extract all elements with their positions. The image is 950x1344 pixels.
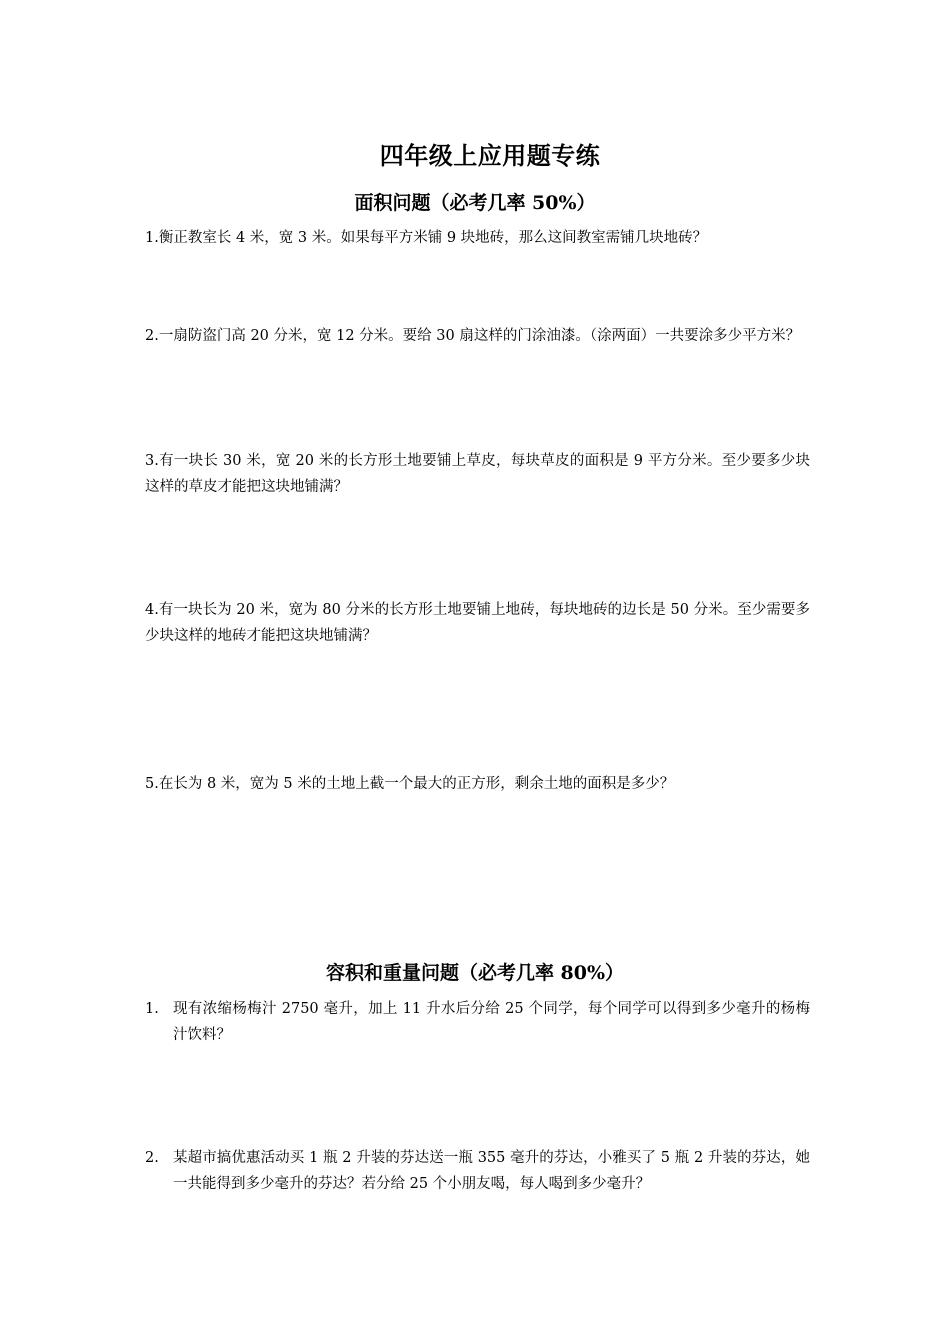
section-heading-volume-weight: 容积和重量问题（必考几率 80%） bbox=[325, 962, 625, 984]
question-number: 1. bbox=[145, 1001, 159, 1017]
question-volume-1 bbox=[145, 996, 810, 1048]
section-heading-area: 面积问题（必考几率 50%） bbox=[354, 192, 596, 214]
question-text: 某超市搞优惠活动买 1 瓶 2 升装的芬达送一瓶 355 毫升的芬达，小雅买了 5 瓶 2 升装的芬达，她一共能得到多少毫升的芬达？若分给 25 个小朋友喝，每人喝到多少毫升？ bbox=[173, 1150, 810, 1192]
question-area-4: 4.有一块长为 20 米，宽为 80 分米的长方形土地要铺上地砖，每块地砖的边长是 50 分米。至少需要多少块这样的地砖才能把这块地铺满？ bbox=[145, 602, 810, 644]
question-volume-2 bbox=[145, 1145, 810, 1197]
question-text: 现有浓缩杨梅汁 2750 毫升，加上 11 升水后分给 25 个同学，每个同学可以得到多少毫升的杨梅汁饮料？ bbox=[173, 1001, 810, 1043]
question-area-3: 3.有一块长 30 米，宽 20 米的长方形土地要铺上草皮，每块草皮的面积是 9 平方分米。至少要多少块这样的草皮才能把这块地铺满？ bbox=[145, 453, 810, 495]
question-area-2: 2.一扇防盗门高 20 分米，宽 12 分米。要给 30 扇这样的门涂油漆。（涂两面）一共要涂多少平方米？ bbox=[145, 328, 801, 344]
question-area-5: 5.在长为 8 米，宽为 5 米的土地上截一个最大的正方形，剩余土地的面积是多少？ bbox=[145, 776, 675, 792]
question-number: 2. bbox=[145, 1150, 159, 1166]
page-title: 四年级上应用题专练 bbox=[379, 141, 601, 170]
question-area-1: 1.衡正教室长 4 米，宽 3 米。如果每平方米铺 9 块地砖，那么这间教室需铺几块地砖？ bbox=[145, 230, 708, 246]
